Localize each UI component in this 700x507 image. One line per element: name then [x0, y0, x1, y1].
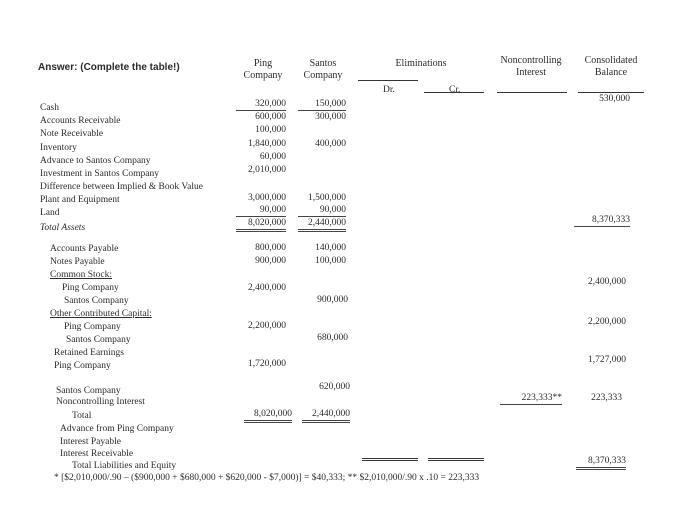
consolidated-cash: 530,000	[599, 94, 630, 104]
label-ar: Accounts Receivable	[40, 116, 121, 126]
ping-ap: 800,000	[255, 243, 286, 253]
ping-total-assets: 8,020,000	[236, 219, 286, 232]
santos-np: 100,000	[315, 256, 346, 266]
ping-nr: 100,000	[255, 125, 286, 135]
label-int-rec: Interest Receivable	[60, 449, 134, 459]
ping-cash: 320,000	[236, 100, 286, 111]
label-common-stock: Common Stock:	[50, 270, 113, 280]
santos-ppe: 1,500,000	[308, 193, 346, 203]
consolidated-header-line	[578, 92, 644, 93]
consolidated-cs-ping: 2,400,000	[588, 277, 626, 287]
santos-ap: 140,000	[315, 243, 346, 253]
label-cs-santos: Santos Company	[64, 296, 129, 306]
header-consolidated: Consolidated Balance	[584, 55, 638, 78]
label-occ: Other Contributed Capital:	[50, 309, 152, 319]
label-nr: Note Receivable	[40, 129, 104, 139]
elim-dr-header-line	[358, 80, 418, 81]
nci-value: 223,333**	[500, 394, 562, 405]
label-nci: Noncontrolling Interest	[56, 397, 145, 407]
footnote: * [$2,010,000/.90 – ($900,000 + $680,000 + $620,000 - $7,000)] = $40,333; ** $2,010,000/.90 x .10 = 223,333	[54, 473, 480, 483]
label-advance: Advance to Santos Company	[40, 156, 151, 166]
label-adv-from: Advance from Ping Company	[60, 424, 174, 434]
header-eliminations: Eliminations	[395, 58, 447, 69]
santos-land: 90,000	[298, 206, 346, 217]
answer-label: Answer:	[38, 62, 78, 73]
consolidated-total-le: 8,370,333	[576, 457, 626, 470]
elim-dr-total-line	[362, 458, 418, 461]
ping-inventory: 1,840,000	[248, 139, 286, 149]
label-land: Land	[40, 208, 60, 218]
ping-investment: 2,010,000	[248, 165, 286, 175]
santos-re: 620,000	[319, 382, 350, 392]
ping-ar: 600,000	[255, 112, 286, 122]
label-occ-ping: Ping Company	[64, 322, 121, 332]
label-investment: Investment in Santos Company	[40, 169, 160, 179]
label-total: Total	[72, 411, 92, 421]
santos-ar: 300,000	[315, 112, 346, 122]
santos-cash: 150,000	[298, 100, 346, 111]
nci-header-line	[497, 92, 567, 93]
label-total-assets: Total Assets	[40, 223, 86, 233]
label-difference: Difference between Implied & Book Value	[40, 182, 203, 192]
consolidated-re-ping: 1,727,000	[588, 355, 626, 365]
ping-occ: 2,200,000	[248, 321, 286, 331]
header-dr: Dr.	[383, 85, 395, 95]
label-cs-ping: Ping Company	[62, 283, 119, 293]
label-cash: Cash	[40, 103, 59, 113]
santos-total-assets: 2,440,000	[298, 219, 346, 232]
label-re-santos: Santos Company	[56, 386, 121, 396]
header-ping: Ping Company	[243, 58, 283, 81]
answer-title	[38, 63, 180, 73]
label-re-ping: Ping Company	[54, 361, 111, 371]
consolidated-nci: 223,333	[591, 393, 622, 403]
label-ppe: Plant and Equipment	[40, 195, 120, 205]
consolidated-total-assets: 8,370,333	[574, 216, 630, 227]
label-ap: Accounts Payable	[50, 244, 119, 254]
answer-instruction: (Complete the table!)	[80, 62, 180, 73]
ping-ppe: 3,000,000	[248, 193, 286, 203]
consolidated-occ-ping: 2,200,000	[588, 317, 626, 327]
header-santos: Santos Company	[303, 58, 343, 81]
label-re: Retained Earnings	[54, 348, 124, 358]
label-np: Notes Payable	[50, 257, 105, 267]
label-int-pay: Interest Payable	[60, 437, 121, 447]
santos-occ: 680,000	[317, 333, 348, 343]
ping-re: 1,720,000	[248, 359, 286, 369]
ping-cs: 2,400,000	[248, 283, 286, 293]
santos-cs: 900,000	[317, 295, 348, 305]
ping-total: 8,020,000	[244, 410, 292, 423]
ping-np: 900,000	[255, 256, 286, 266]
ping-land: 90,000	[236, 206, 286, 217]
elim-cr-header-line	[424, 92, 484, 93]
ping-advance: 60,000	[259, 152, 286, 162]
label-total-le: Total Liabilities and Equity	[72, 461, 177, 471]
header-cr: Cr.	[449, 85, 461, 95]
elim-cr-total-line	[428, 458, 484, 461]
santos-inventory: 400,000	[315, 139, 346, 149]
santos-total: 2,440,000	[302, 410, 350, 423]
header-nci: Noncontrolling Interest	[500, 55, 562, 78]
label-occ-santos: Santos Company	[66, 335, 131, 345]
label-inventory: Inventory	[40, 143, 77, 153]
